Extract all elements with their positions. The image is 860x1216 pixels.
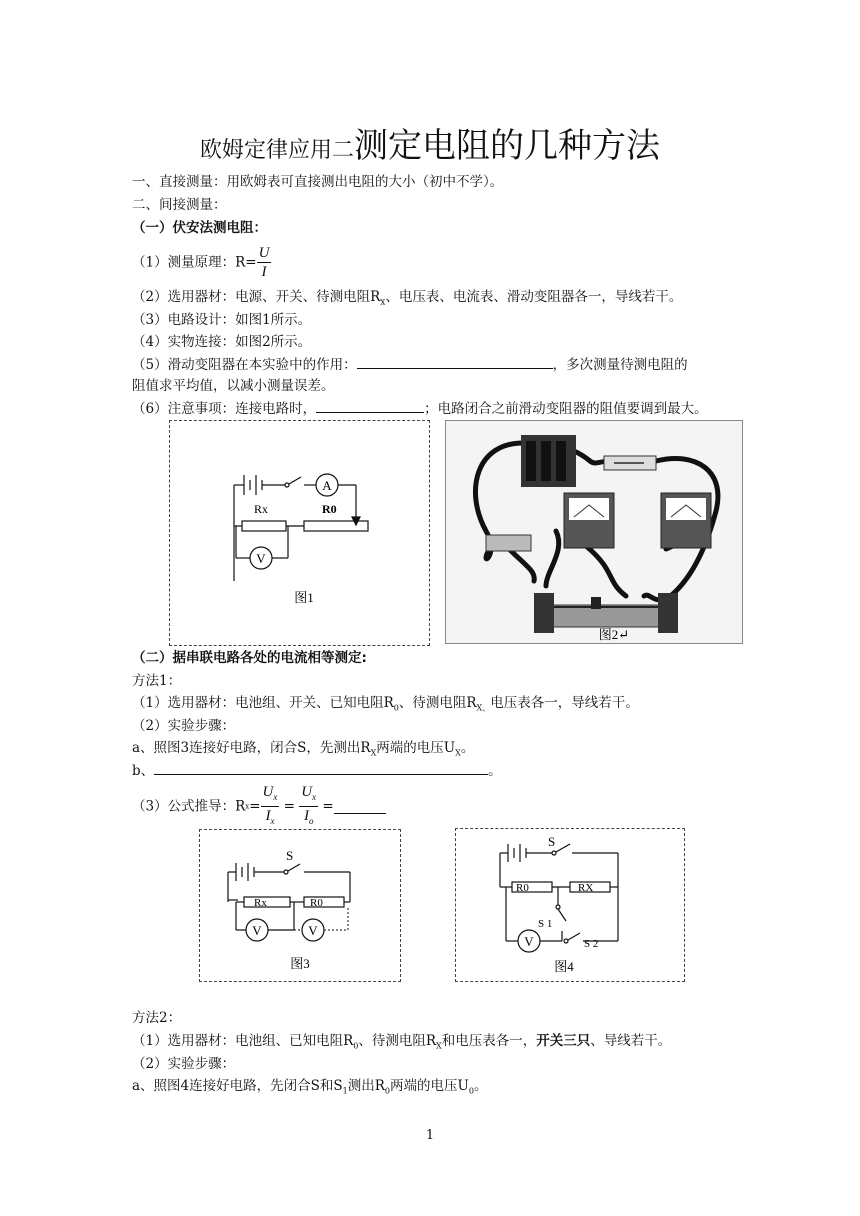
ammeter-label: A <box>322 478 332 493</box>
voltmeter-label: V <box>524 934 534 949</box>
figure-3 <box>199 829 401 982</box>
text-line: b、 。 <box>132 760 502 781</box>
formula-line: （1）测量原理：R= $\frac{U}{I}$ <box>132 245 270 280</box>
switch-label: S <box>548 834 556 849</box>
r0-label: R0 <box>516 882 529 894</box>
circuit-diagram-3 <box>200 830 400 981</box>
section-heading: （二）据串联电路各处的电流相等测定: <box>132 650 367 666</box>
answer-blank[interactable] <box>357 354 553 369</box>
text-line: a、照图4连接好电路，先闭合S和$S_1$测出$R_0$两端的电压$U_0$。 <box>132 1078 488 1096</box>
figure-caption: 图2↵ <box>598 627 630 642</box>
text-line: （2）选用器材：电源、开关、待测电阻$R_x$、电压表、电流表、滑动变阻器各一，导线若干。 <box>132 289 683 308</box>
title-prefix: 欧姆定律应用二 <box>199 138 354 163</box>
text-line: 一、直接测量：用欧姆表可直接测出电阻的大小（初中不学）。 <box>132 174 504 190</box>
figure-caption: 图4 <box>554 959 574 974</box>
r0-label: R0 <box>310 897 323 909</box>
text-line: （4）实物连接：如图2所示。 <box>132 334 312 350</box>
figure-2-photo <box>445 420 743 644</box>
figure-caption: 图1 <box>294 590 314 605</box>
text-line: 二、间接测量： <box>132 197 227 213</box>
r0-label: R0 <box>322 502 337 516</box>
text-line: （2）实验步骤： <box>132 1056 236 1072</box>
text-line: 阻值求平均值，以减小测量误差。 <box>132 378 335 394</box>
text-line: （1）选用器材：电池组、开关、已知电阻$R_0$、待测电阻$R_{X、}$电压表各一，导线若干。 <box>132 695 639 713</box>
switch-label: S 2 <box>584 938 599 950</box>
voltmeter-label: V <box>308 923 318 938</box>
voltmeter-label: V <box>256 551 266 566</box>
fraction: $\frac{U}{I}$ <box>258 245 270 280</box>
switch-label: S <box>286 848 294 863</box>
section-heading: （一）伏安法测电阻： <box>132 220 267 236</box>
page-number: 1 <box>425 1128 435 1143</box>
figure-4 <box>455 828 685 982</box>
text-line: a、照图3连接好电路，闭合S，先测出$R_X$两端的电压$U_X$。 <box>132 740 475 758</box>
voltmeter-label: V <box>252 923 262 938</box>
rx-label: RX <box>578 882 594 894</box>
title-main: 测定电阻的几种方法 <box>354 126 660 166</box>
figure-1 <box>169 420 430 646</box>
text-line: （3）电路设计：如图1所示。 <box>132 312 312 328</box>
figure-caption: 图3 <box>290 956 310 971</box>
fraction: $\frac{U_x}{I_o}$ <box>301 784 317 826</box>
text-line: （2）实验步骤： <box>132 718 236 734</box>
apparatus-illustration <box>446 421 742 643</box>
text-line: （5）滑动变阻器在本实验中的作用： ，多次测量待测电阻的 <box>132 354 688 375</box>
text-line: 方法1： <box>132 673 182 689</box>
answer-blank[interactable] <box>316 398 424 413</box>
circuit-diagram-1 <box>170 421 429 645</box>
page-title <box>0 118 860 167</box>
answer-blank[interactable] <box>334 799 386 814</box>
rx-label: Rx <box>254 502 269 516</box>
answer-blank[interactable] <box>154 760 488 775</box>
text-line: 方法2： <box>132 1010 182 1026</box>
formula-line: （3）公式推导：Rx= $\frac{U_x}{I_x}$ = $\frac{U_x}{I_o}$ = <box>132 783 386 825</box>
fraction: $\frac{U_x}{I_x}$ <box>262 784 278 826</box>
circuit-diagram-4 <box>456 829 684 981</box>
text-line: （6）注意事项：连接电路时， ；电路闭合之前滑动变阻器的阻值要调到最大。 <box>132 398 708 419</box>
rx-label: Rx <box>254 897 267 909</box>
switch-label: S 1 <box>538 918 553 930</box>
text-line: （1）选用器材：电池组、已知电阻$R_0$、待测电阻$R_X$和电压表各一，开关三只、导线若干。 <box>132 1033 672 1051</box>
